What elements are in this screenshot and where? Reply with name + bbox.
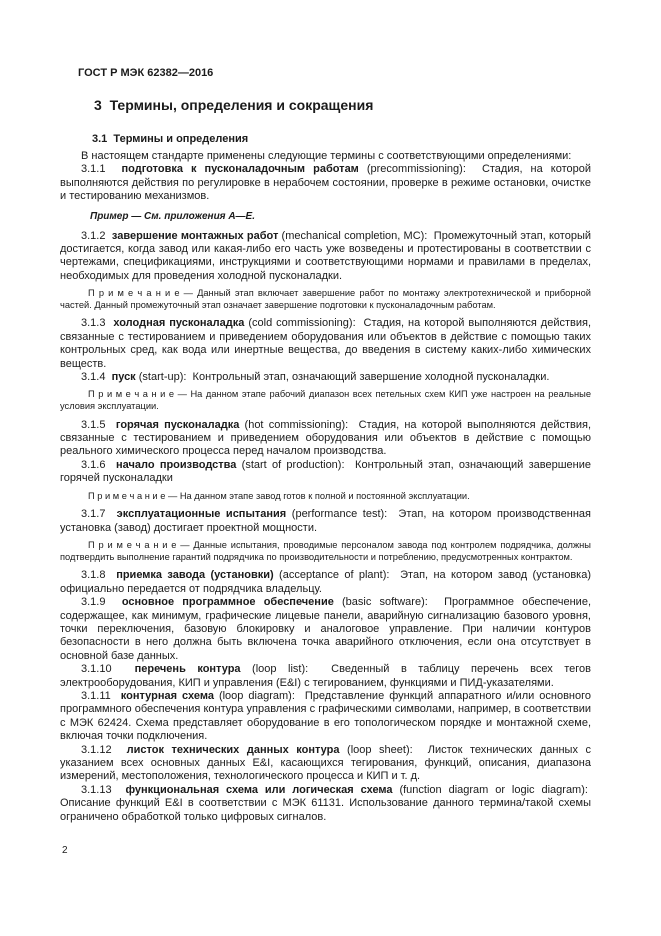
example-paragraph: Пример — См. приложения А—Е. — [90, 210, 256, 222]
term-3-1-3 — [60, 317, 591, 371]
term-number: 3.1.2 — [81, 229, 112, 242]
term-definition: (loop list): Сведенный в таблицу перечень всех тегов электрооборудования, КИП и управления (E&I) с тегированием, функциями и ПИД-указателями. — [60, 663, 591, 689]
note-paragraph: П р и м е ч а н и е — Данный этап включает завершение работ по монтажу электротехнической и приборной частей. Данный промежуточный этап означает завершение подготовки к пусконаладочным работам. — [60, 288, 591, 310]
term-name: начало производства — [116, 458, 237, 471]
term-3-1-6 — [60, 459, 591, 486]
term-3-1-11 — [60, 690, 591, 744]
term-definition: (function diagram or logic diagram): Описание функций E&I в соответствии с МЭК 61131. Использование данного термина/такой схемы ограничено обработкой только цифровых сигналов. — [60, 783, 591, 823]
term-definition: (precommissioning): Стадия, на которой выполняются действия по регулировке в нерабочем состоянии, проверке в режиме остановки, очистке и тестированию механизмов. — [60, 163, 591, 203]
term-3-1-1 — [60, 163, 591, 203]
term-3-1-7 — [60, 508, 591, 535]
term-number: 3.1.5 — [81, 418, 116, 431]
term-3-1-5 — [60, 419, 591, 459]
term-3-1-10 — [60, 663, 591, 690]
term-number: 3.1.6 — [81, 458, 116, 471]
term-name: приемка завода (установки) — [116, 569, 274, 582]
term-definition: (loop sheet): Листок технических данных с указанием всех основных данных E&I, касающихся тегирования, функций, описания, диапазона измерений, местоположения, технологического процесса и КИП и т. д. — [60, 743, 591, 783]
term-name: пуск — [111, 371, 136, 384]
term-name: перечень контура — [134, 663, 241, 676]
note-paragraph: П р и м е ч а н и е — На данном этапе рабочий диапазон всех петельных схем КИП уже настроен на реальные условия эксплуатации. — [60, 389, 591, 412]
term-name: завершение монтажных работ — [111, 229, 279, 242]
term-name: функциональная схема или логическая схема — [125, 783, 393, 796]
term-name: холодная пусконаладка — [113, 317, 245, 330]
term-name: эксплуатационные испытания — [116, 508, 287, 521]
document-code: ГОСТ Р МЭК 62382—2016 — [78, 67, 214, 79]
terms-and-definitions-body — [60, 150, 591, 824]
page-number: 2 — [62, 845, 68, 856]
term-definition: (loop diagram): Представление функций аппаратного и/или основного программного обеспечения контура управления с графическими символами, например, в соответствии с МЭК 62424. Схема представляет оборудование в его топологическом порядке и монтажной схеме, включая точки подключения. — [60, 689, 592, 743]
term-3-1-2 — [60, 230, 591, 284]
note-paragraph: П р и м е ч а н и е — На данном этапе завод готов к полной и постоянной эксплуатации. — [88, 490, 470, 501]
term-name: контурная схема — [120, 689, 214, 702]
term-3-1-12 — [60, 744, 591, 784]
term-definition: (start of production): Контрольный этап, означающий завершение горячей пусконаладки — [60, 458, 591, 485]
term-3-1-8 — [60, 569, 591, 596]
term-number: 3.1.8 — [81, 569, 117, 582]
term-definition: (cold commissioning): Стадия, на которой выполняются действия, связанные с тестированием и приведением оборудования или объектов в действие с помощью таких контрольных сред, как вода или инертные вещества, до введения в систему каких-либо химических веществ. — [60, 317, 591, 370]
term-3-1-9 — [60, 596, 591, 663]
term-name: горячая пусконаладка — [115, 418, 240, 431]
intro-paragraph: В настоящем стандарте применены следующие термины с соответствующими определениями: — [81, 150, 572, 162]
subsection-title: 3.1 Термины и определения — [92, 133, 249, 145]
term-definition: (performance test): Этап, на котором производственная установка (завод) достигает проектной мощности. — [60, 508, 591, 534]
term-number: 3.1.3 — [81, 317, 114, 330]
section-title: 3 Термины, определения и сокращения — [94, 97, 374, 113]
term-definition: (basic software): Программное обеспечение, содержащее, как минимум, графические лицевые панели, аварийную сигнализацию базового уровня, точки переключения, базовую блокировку и аналоговое управление. При наличии контуров безопасности в него должна быть включена точка аварийного отключения, если она отсутствует в основной базе данных. — [60, 596, 591, 662]
note-paragraph: П р и м е ч а н и е — Данные испытания, проводимые персоналом завода под контролем подрядчика, должны подтвердить выполнение гарантий подрядчика по производительности и потреблению, предусмотренных контрактом. — [60, 540, 591, 562]
term-number: 3.1.4 — [81, 371, 112, 384]
term-name: подготовка к пусконаладочным работам — [121, 163, 359, 176]
page-content-area — [60, 67, 591, 824]
term-3-1-4 — [60, 371, 591, 384]
term-number: 3.1.11 — [81, 689, 121, 702]
term-name: основное программное обеспечение — [121, 596, 334, 609]
term-number: 3.1.12 — [81, 743, 127, 756]
term-number: 3.1.9 — [81, 596, 122, 609]
term-definition: (start-up): Контрольный этап, означающий завершение холодной пусконаладки. — [135, 371, 550, 384]
term-number: 3.1.7 — [81, 508, 117, 521]
term-definition: (hot commissioning): Стадия, на которой выполняются действия, связанные с тестированием и приведением оборудования или объектов в действие с помощью реального химического процесса перед началом производства. — [60, 418, 592, 458]
term-3-1-13 — [60, 784, 591, 824]
term-number: 3.1.13 — [81, 783, 126, 796]
term-number: 3.1.1 — [81, 163, 122, 176]
term-name: листок технических данных контура — [126, 743, 340, 756]
term-definition: (acceptance of plant): Этап, на котором завод (установка) официально передается от подрядчика владельцу. — [60, 569, 591, 595]
term-number: 3.1.10 — [81, 663, 135, 676]
term-definition: (mechanical completion, MC): Промежуточный этап, который достигается, когда завод или какая-либо его часть уже возведены и протестированы в соответствии с чертежами, спецификациями, инструкциями и соответствующими нормами и правилами в пределах, необходимых для проведения холодной пусконаладки. — [60, 229, 591, 282]
